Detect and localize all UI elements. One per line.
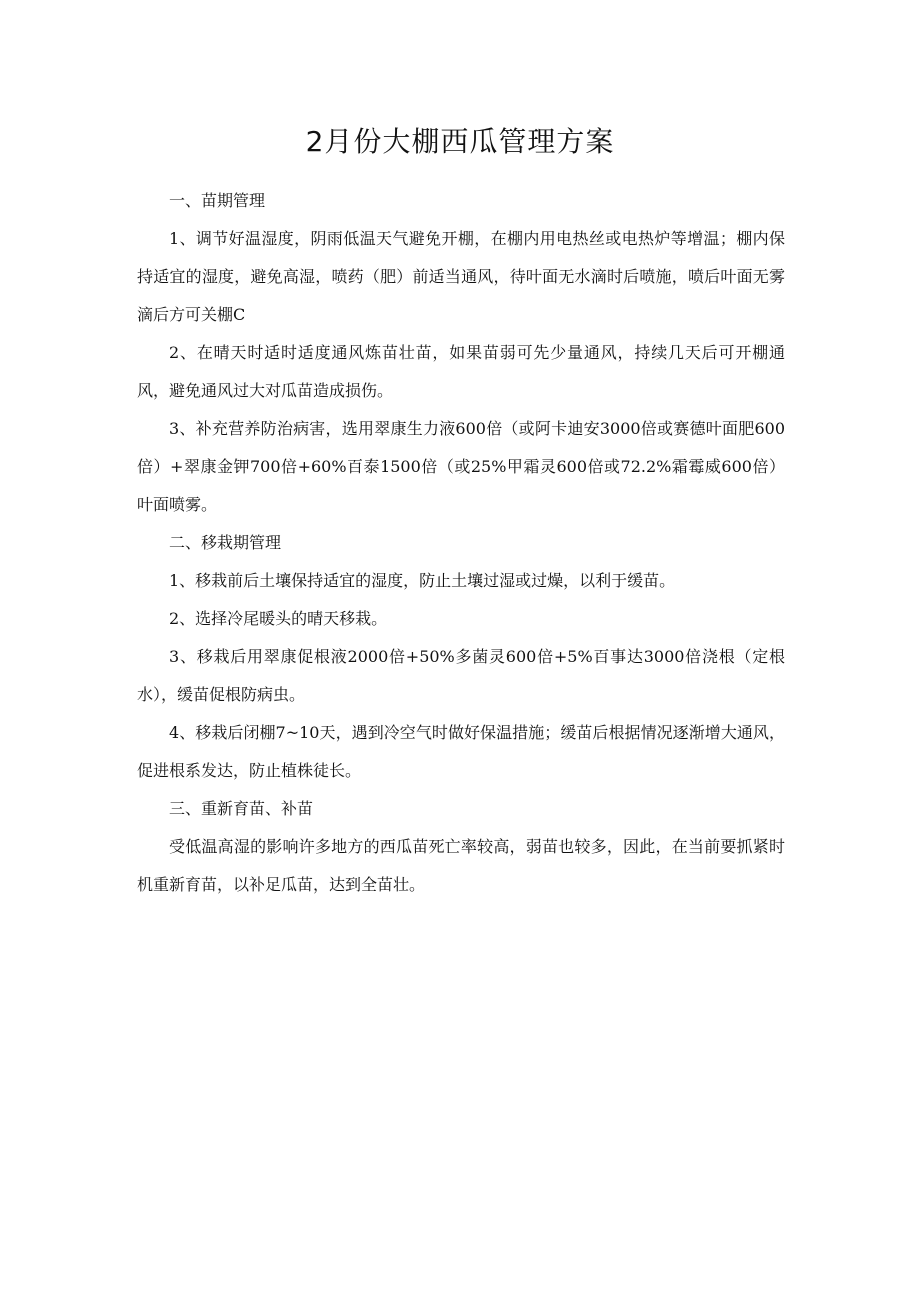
document-body xyxy=(137,182,785,904)
section-heading: 三、重新育苗、补苗 xyxy=(169,799,314,818)
page-title: 2月份大棚西瓜管理方案 xyxy=(305,125,615,158)
section-heading: 一、苗期管理 xyxy=(169,191,266,210)
paragraph: 3、补充营养防治病害，选用翠康生力液600倍（或阿卡迪安3000倍或赛德叶面肥600倍）+翠康金钾700倍+60%百泰1500倍（或25%甲霜灵600倍或72.2%霜霉威600倍）叶面喷雾。 xyxy=(137,419,785,514)
paragraph: 2、选择冷尾暖头的晴天移栽。 xyxy=(169,609,388,628)
paragraph: 4、移栽后闭棚7~10天，遇到冷空气时做好保温措施；缓苗后根据情况逐渐增大通风，促进根系发达，防止植株徒长。 xyxy=(137,723,785,780)
paragraph: 3、移栽后用翠康促根液2000倍+50%多菌灵600倍+5%百事达3000倍浇根（定根水），缓苗促根防病虫。 xyxy=(137,647,785,704)
paragraph: 1、移栽前后土壤保持适宜的湿度，防止土壤过湿或过燥，以利于缓苗。 xyxy=(169,571,676,590)
section-heading: 二、移栽期管理 xyxy=(169,533,282,552)
paragraph: 1、调节好温湿度，阴雨低温天气避免开棚，在棚内用电热丝或电热炉等增温；棚内保持适宜的湿度，避免高湿，喷药（肥）前适当通风，待叶面无水滴时后喷施，喷后叶面无雾滴后方可关棚C xyxy=(137,229,785,324)
paragraph: 2、在晴天时适时适度通风炼苗壮苗，如果苗弱可先少量通风，持续几天后可开棚通风，避免通风过大对瓜苗造成损伤。 xyxy=(137,343,785,400)
paragraph: 受低温高湿的影响许多地方的西瓜苗死亡率较高，弱苗也较多，因此，在当前要抓紧时机重新育苗，以补足瓜苗，达到全苗壮。 xyxy=(137,837,785,894)
